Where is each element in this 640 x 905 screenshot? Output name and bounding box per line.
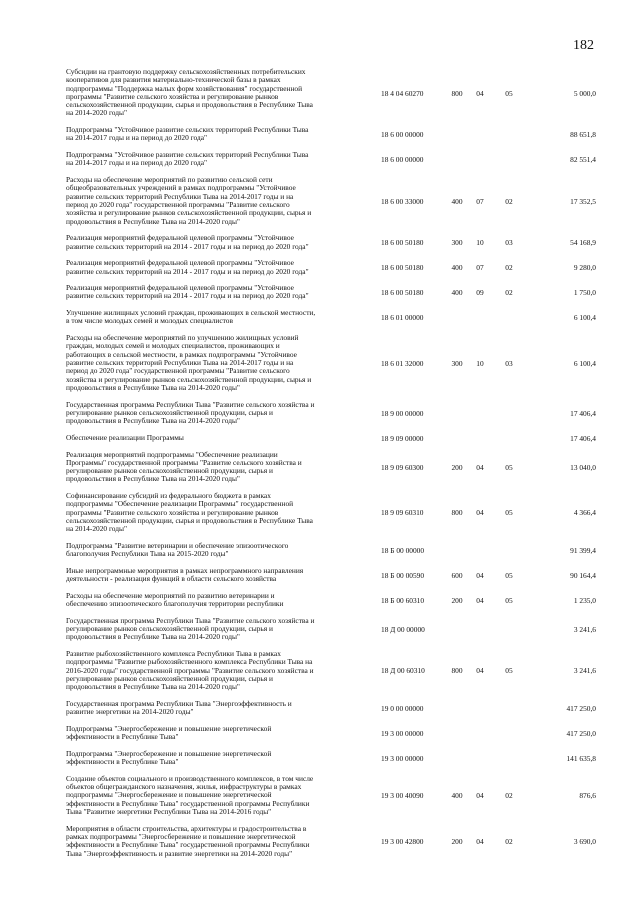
row-target-code: 18 Б 00 00000 <box>381 545 425 555</box>
row-description: Иные непрограммные мероприятия в рамках непрограммного направления деятельности - реализация функций в области сельского хозяйства <box>66 565 304 584</box>
row-description: Создание объектов социального и производственного комплексов, в том числе объектов общегражданского назначения, жилья, инфраструктуры в рамках подпрограммы "Энергосбережение и повышение энергетической эффективности в Республике Тыва" государственной программы Республики Тыва "Развитие энергетики Республики Тыва на 2014-2016 годы" <box>66 773 314 817</box>
row-description: Развитие рыбохозяйственного комплекса Республики Тыва в рамках подпрограммы "Развитие рыбохозяйственного комплекса Республики Тыва на 2016-2020 годы" государственной программы "Развитие сельского хозяйства и регулирование рынков сельскохозяйственной продукции, сырья и продовольствия в Республике Тыва на 2014-2020 годы" <box>66 649 314 692</box>
row-target-code: 18 6 00 50180 <box>381 288 424 298</box>
row-target-code: 18 9 09 00000 <box>381 433 424 443</box>
row-target-code: 19 3 00 00000 <box>381 753 424 763</box>
table-row <box>66 775 596 817</box>
row-subsection: 05 <box>505 508 513 518</box>
table-row <box>66 176 596 227</box>
table-row <box>66 750 596 768</box>
row-subsection: 03 <box>505 359 513 369</box>
table-row <box>66 284 596 302</box>
row-expense-type: 800 <box>451 89 463 98</box>
row-amount: 417 250,0 <box>566 728 596 738</box>
row-amount: 3 690,0 <box>573 836 596 846</box>
row-section: 10 <box>476 238 484 248</box>
row-section: 09 <box>476 288 484 298</box>
row-description: Реализация мероприятий подпрограммы "Обеспечение реализации Программы" государственной программы "Развитие сельского хозяйства и регулирование рынков сельскохозяйственной продукции, сырья и продовольствия в Республике Тыва на 2014-2020 годы" <box>66 449 302 484</box>
row-amount: 141 635,8 <box>566 753 596 763</box>
row-target-code: 18 9 09 60300 <box>381 462 424 472</box>
row-target-code: 18 9 00 00000 <box>381 408 424 418</box>
row-amount: 876,6 <box>579 790 596 800</box>
row-description: Софинансирование субсидий из федерального бюджета в рамках подпрограммы "Обеспечение реализации Программы" государственной программы "Развитие сельского хозяйства и регулирование рынков сельскохозяйственной продукции, сырья и продовольствия в Республике Тыва на 2014-2020 годы" <box>66 491 313 534</box>
row-target-code: 18 6 00 50180 <box>381 238 424 248</box>
row-amount: 3 241,6 <box>573 666 596 676</box>
row-target-code: 18 6 01 32000 <box>381 359 424 369</box>
row-target-code: 18 Б 00 00590 <box>381 570 425 580</box>
row-target-code: 18 6 00 33000 <box>381 197 424 207</box>
row-description: Мероприятия в области строительства, архитектуры и градостроительства в рамках подпрограммы "Энергосбережение и повышение энергетической эффективности в Республике Тыва" государственной программы Республики Тыва "Энергоэффективность и развитие энергетики на 2014-2020 годы" <box>66 823 310 858</box>
table-row <box>66 334 596 393</box>
table-row <box>66 650 596 692</box>
row-subsection: 02 <box>505 288 513 298</box>
row-description: Улучшение жилищных условий граждан, проживающих в сельской местности, в том числе молодых семей и молодых специалистов <box>66 308 316 326</box>
row-target-code: 19 3 00 42800 <box>381 836 424 846</box>
row-target-code: 19 0 00 00000 <box>381 703 424 713</box>
row-amount: 88 651,8 <box>570 130 596 140</box>
row-amount: 6 100,4 <box>573 313 596 323</box>
row-amount: 417 250,0 <box>566 703 596 713</box>
row-target-code: 18 Д 00 00000 <box>381 624 425 634</box>
row-description: Расходы на обеспечение мероприятий по развитию ветеринарии и обеспечению эпизоотического благополучия территории республики <box>66 590 284 609</box>
row-amount: 17 406,4 <box>570 408 596 418</box>
row-expense-type: 400 <box>451 288 463 298</box>
table-row <box>66 700 596 718</box>
row-expense-type: 300 <box>451 359 463 369</box>
row-target-code: 19 3 00 40090 <box>381 790 424 800</box>
row-description: Расходы на обеспечение мероприятий по развитию сельской сети общеобразовательных учреждений в рамках подпрограммы "Устойчивое развитие сельских территорий Республики Тыва на 2014-2017 годы и на период до 2020 года" государственной программы "Развитие сельского хозяйства и регулирование рынков сельскохозяйственной продукции, сырья и продовольствия в Республике Тыва на 2014-2020 годы" <box>66 175 312 226</box>
row-expense-type: 600 <box>451 570 463 580</box>
table-row <box>66 309 596 327</box>
table-row <box>66 151 596 169</box>
row-subsection: 02 <box>505 197 513 207</box>
row-subsection: 05 <box>505 666 513 676</box>
row-subsection: 03 <box>505 238 513 248</box>
row-amount: 9 280,0 <box>573 263 596 273</box>
row-target-code: 18 6 00 00000 <box>381 130 424 140</box>
row-subsection: 02 <box>505 836 513 846</box>
row-expense-type: 800 <box>451 666 463 676</box>
table-row <box>66 401 596 427</box>
row-description: Государственная программа Республики Тыва "Энергоэффективность и развитие энергетики на 2014-2020 годы" <box>66 698 292 717</box>
row-subsection: 05 <box>505 89 513 98</box>
row-amount: 17 406,4 <box>570 433 596 443</box>
budget-table <box>66 68 596 866</box>
row-section: 04 <box>476 790 484 800</box>
row-section: 04 <box>476 666 484 676</box>
table-row <box>66 492 596 534</box>
row-expense-type: 400 <box>451 263 463 273</box>
row-amount: 54 168,9 <box>570 238 596 248</box>
row-target-code: 18 Д 00 60310 <box>381 666 425 676</box>
row-target-code: 18 4 04 60270 <box>381 89 424 98</box>
table-row <box>66 68 596 119</box>
row-subsection: 05 <box>505 595 513 605</box>
row-subsection: 05 <box>505 570 513 580</box>
row-section: 07 <box>476 263 484 273</box>
row-description: Подпрограмма "Энергосбережение и повышение энергетической эффективности в Республике Тыва" <box>66 748 272 767</box>
row-amount: 1 235,0 <box>573 595 596 605</box>
table-row <box>66 825 596 859</box>
row-subsection: 02 <box>505 790 513 800</box>
row-expense-type: 800 <box>451 508 463 518</box>
row-section: 07 <box>476 197 484 207</box>
row-description: Обеспечение реализации Программы <box>66 432 184 442</box>
row-target-code: 18 6 01 00000 <box>381 313 424 323</box>
row-subsection: 02 <box>505 263 513 273</box>
table-row <box>66 259 596 277</box>
row-expense-type: 400 <box>451 790 463 800</box>
row-amount: 82 551,4 <box>570 155 596 165</box>
row-amount: 1 750,0 <box>573 288 596 298</box>
row-amount: 13 040,0 <box>570 462 596 472</box>
row-description: Субсидии на грантовую поддержку сельскохозяйственных потребительских кооперативов для развития материально-технической базы в рамках подпрограммы "Поддержка малых форм хозяйствования" государственной программы "Развитие сельского хозяйства и регулирование рынков сельскохозяйственной продукции, сырья и продовольствия в Республике Тыва на 2014-2020 годы" <box>66 67 313 118</box>
row-target-code: 18 9 09 60310 <box>381 508 424 518</box>
row-amount: 90 164,4 <box>570 570 596 580</box>
row-expense-type: 400 <box>451 197 463 207</box>
table-row <box>66 234 596 252</box>
row-amount: 91 399,4 <box>570 545 596 555</box>
row-description: Государственная программа Республики Тыва "Развитие сельского хозяйства и регулирование рынков сельскохозяйственной продукции, сырья и продовольствия в Республике Тыва на 2014-2020 годы" <box>66 615 315 642</box>
table-row <box>66 592 596 610</box>
row-target-code: 18 6 00 50180 <box>381 263 424 273</box>
table-row <box>66 567 596 585</box>
row-subsection: 05 <box>505 462 513 472</box>
row-amount: 5 000,0 <box>573 89 596 98</box>
row-expense-type: 200 <box>451 595 463 605</box>
table-row <box>66 434 596 443</box>
table-row <box>66 542 596 560</box>
table-row <box>66 725 596 743</box>
row-amount: 17 352,5 <box>570 197 596 207</box>
row-expense-type: 200 <box>451 836 463 846</box>
row-section: 04 <box>476 595 484 605</box>
row-description: Подпрограмма "Энергосбережение и повышение энергетической эффективности в Республике Тыва" <box>66 723 272 742</box>
row-expense-type: 300 <box>451 238 463 248</box>
page-number: 182 <box>573 38 594 53</box>
row-description: Расходы на обеспечение мероприятий по улучшению жилищных условий граждан, молодых семей и молодых специалистов, проживающих и работающих в сельской местности, в рамках подпрограммы "Устойчивое развитие сельских территорий Республики Тыва на 2014-2017 годы и на период до 2020 года" государственной программы "Развитие сельского хозяйства и регулирование рынков сельскохозяйственной продукции, сырья и продовольствия в Республике Тыва на 2014-2020 годы" <box>66 333 312 392</box>
table-row <box>66 126 596 144</box>
row-description: Реализация мероприятий федеральной целевой программы "Устойчивое развитие сельских территорий на 2014 - 2017 годы и на период до 2020 года" <box>66 233 309 251</box>
row-target-code: 18 Б 00 60310 <box>381 595 425 605</box>
row-description: Реализация мероприятий федеральной целевой программы "Устойчивое развитие сельских территорий на 2014 - 2017 годы и на период до 2020 года" <box>66 258 309 276</box>
row-description: Подпрограмма "Развитие ветеринарии и обеспечение эпизоотического благополучия Республики Тыва на 2015-2020 годы" <box>66 540 289 559</box>
row-expense-type: 200 <box>451 462 463 472</box>
row-target-code: 19 3 00 00000 <box>381 728 424 738</box>
table-row <box>66 617 596 643</box>
row-section: 04 <box>476 89 484 98</box>
row-target-code: 18 6 00 00000 <box>381 155 424 165</box>
row-description: Подпрограмма "Устойчивое развитие сельских территорий Республики Тыва на 2014-2017 годы и на период до 2020 года" <box>66 150 309 168</box>
row-amount: 4 366,4 <box>573 508 596 518</box>
row-section: 04 <box>476 570 484 580</box>
row-description: Подпрограмма "Устойчивое развитие сельских территорий Республики Тыва на 2014-2017 годы и на период до 2020 года" <box>66 125 309 143</box>
row-description: Государственная программа Республики Тыва "Развитие сельского хозяйства и регулирование рынков сельскохозяйственной продукции, сырья и продовольствия в Республике Тыва на 2014-2020 годы" <box>66 399 315 426</box>
row-amount: 3 241,6 <box>573 624 596 634</box>
row-section: 04 <box>476 836 484 846</box>
row-description: Реализация мероприятий федеральной целевой программы "Устойчивое развитие сельских территорий на 2014 - 2017 годы и на период до 2020 года" <box>66 283 309 301</box>
row-amount: 6 100,4 <box>573 359 596 369</box>
table-row <box>66 451 596 485</box>
row-section: 04 <box>476 508 484 518</box>
row-section: 04 <box>476 462 484 472</box>
row-section: 10 <box>476 359 484 369</box>
